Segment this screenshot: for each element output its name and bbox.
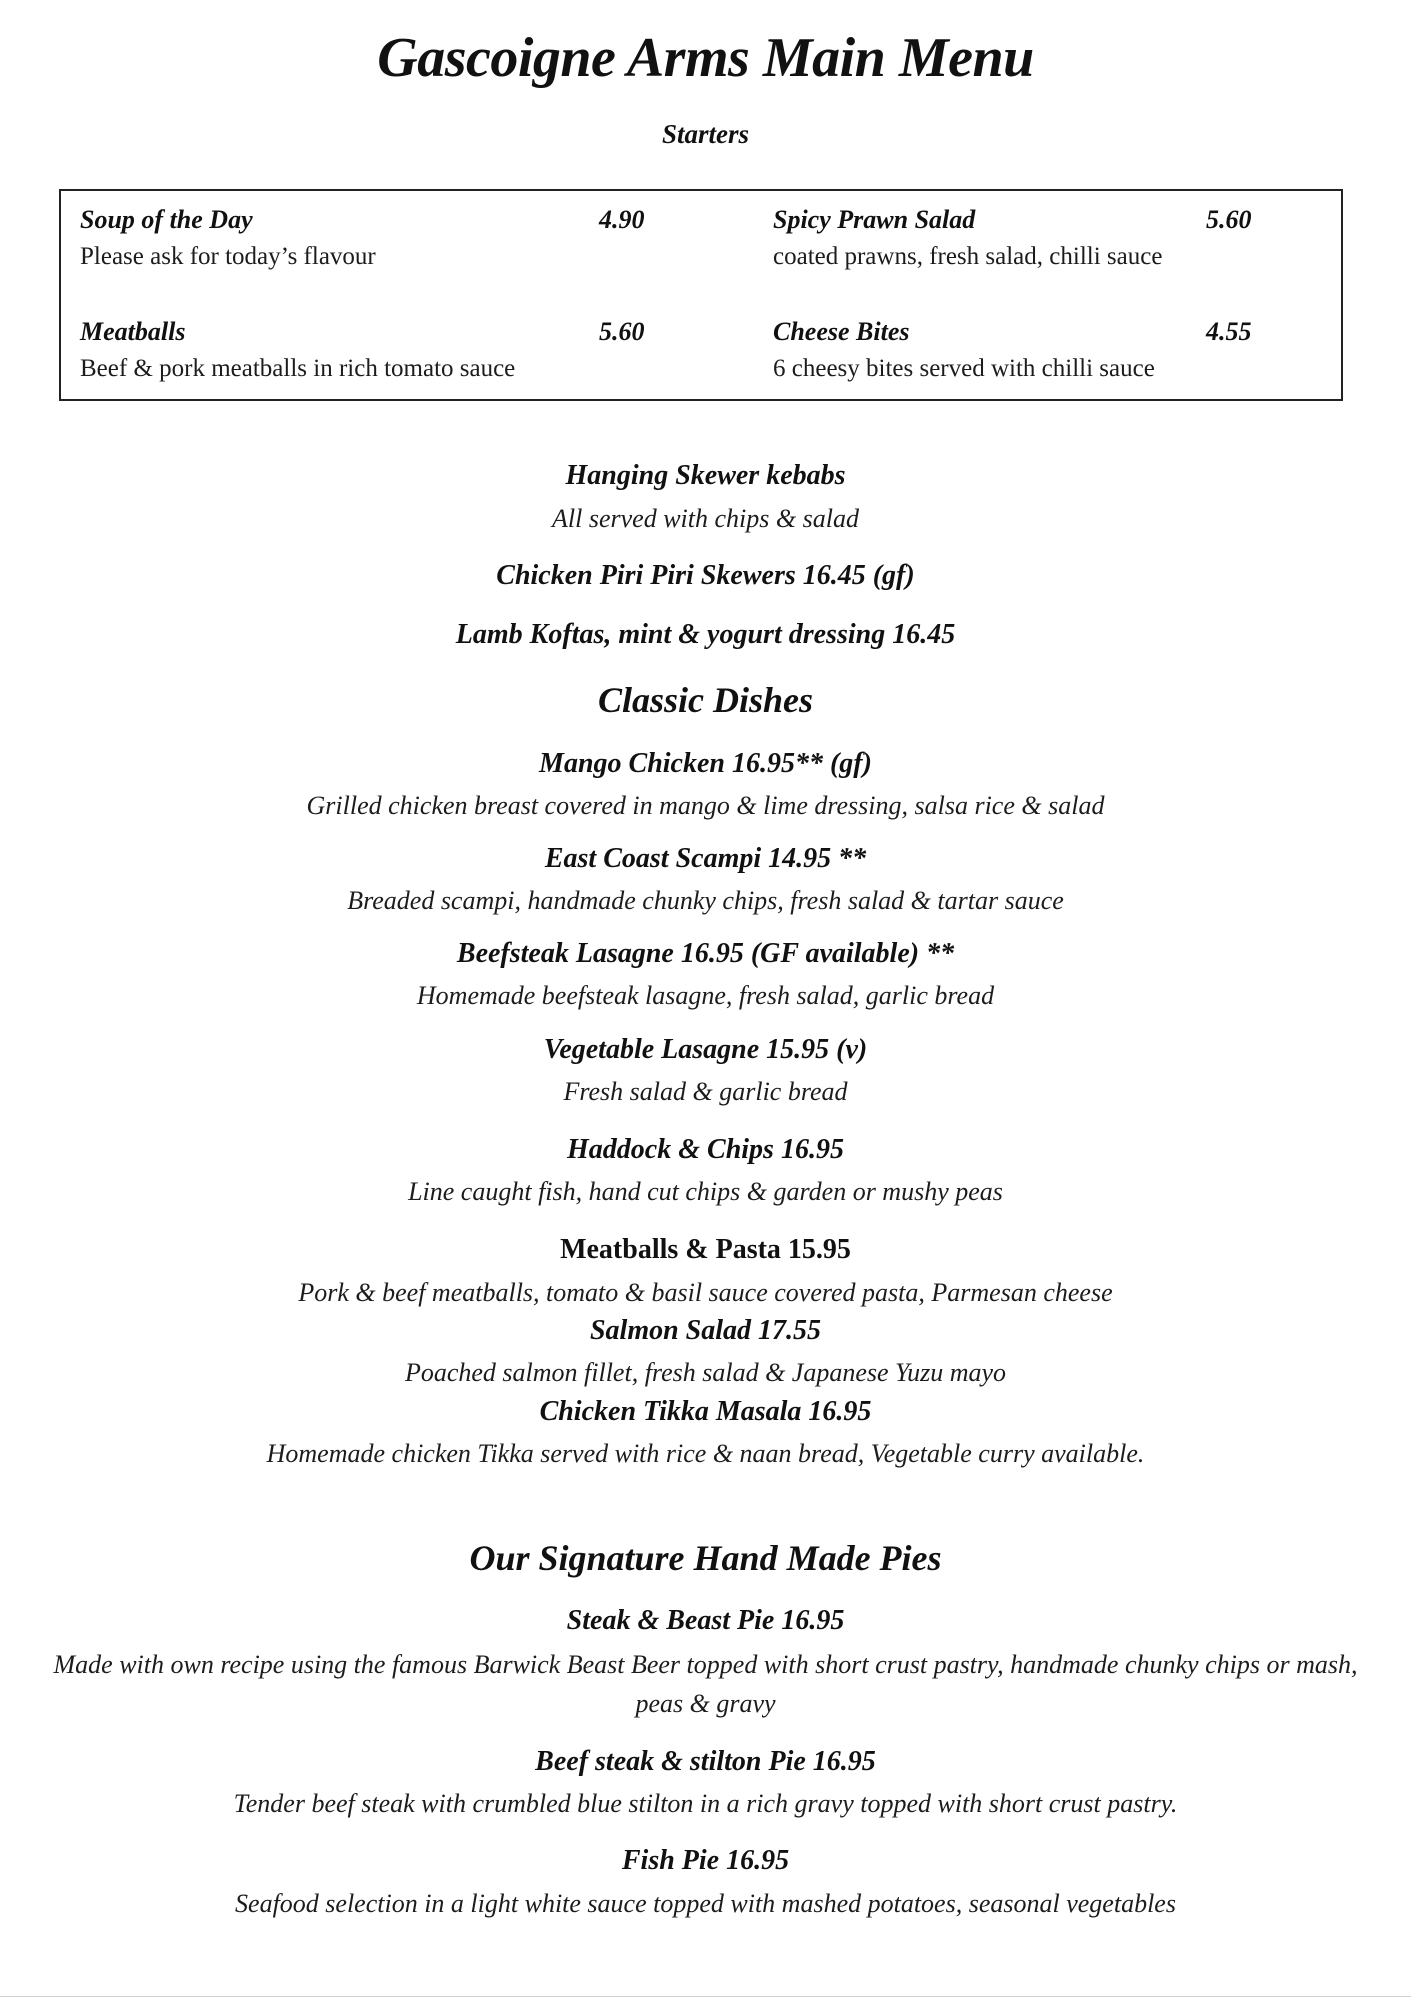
dish-name: Chicken Tikka Masala 16.95	[539, 1396, 872, 1427]
starter-price: 4.90	[599, 205, 645, 234]
starter-price: 4.55	[1206, 317, 1252, 346]
dish-name: Haddock & Chips 16.95	[567, 1134, 844, 1165]
pie-name: Beef steak & stilton Pie 16.95	[535, 1746, 876, 1777]
pie-desc: Tender beef steak with crumbled blue stilton in a rich gravy topped with short crust pastry.	[233, 1789, 1178, 1818]
kebabs-subtitle: All served with chips & salad	[552, 504, 859, 533]
dish-name: East Coast Scampi 14.95 **	[544, 843, 867, 874]
dish-desc: Poached salmon fillet, fresh salad & Japanese Yuzu mayo	[404, 1358, 1007, 1387]
dish-desc: Homemade beefsteak lasagne, fresh salad, garlic bread	[416, 981, 995, 1010]
starter-desc: Beef & pork meatballs in rich tomato sauce	[80, 355, 516, 382]
dish-name: Vegetable Lasagne 15.95 (v)	[543, 1034, 868, 1065]
kebabs-heading: Hanging Skewer kebabs	[565, 460, 846, 491]
starter-price: 5.60	[1206, 205, 1252, 234]
dish-desc: Pork & beef meatballs, tomato & basil sauce covered pasta, Parmesan cheese	[298, 1278, 1113, 1307]
starters-heading: Starters	[661, 119, 750, 149]
starter-name: Cheese Bites	[773, 317, 910, 346]
dish-name: Beefsteak Lasagne 16.95 (GF available) **	[456, 938, 955, 969]
kebab-item: Chicken Piri Piri Skewers 16.45 (gf)	[496, 560, 915, 591]
starter-name: Soup of the Day	[80, 205, 253, 234]
kebab-item: Lamb Koftas, mint & yogurt dressing 16.45	[455, 619, 956, 650]
dish-desc: Grilled chicken breast covered in mango & lime dressing, salsa rice & salad	[306, 791, 1105, 820]
dish-desc: Fresh salad & garlic bread	[563, 1077, 848, 1106]
dish-desc: Breaded scampi, handmade chunky chips, fresh salad & tartar sauce	[347, 886, 1064, 915]
starters-box	[59, 189, 1343, 401]
pie-name: Steak & Beast Pie 16.95	[566, 1605, 845, 1636]
dish-name: Mango Chicken 16.95** (gf)	[539, 748, 872, 779]
starter-name: Spicy Prawn Salad	[773, 205, 976, 234]
menu-title: Gascoigne Arms Main Menu	[377, 27, 1034, 89]
classic-heading: Classic Dishes	[597, 680, 814, 720]
starter-desc: Please ask for today’s flavour	[80, 243, 376, 270]
pie-desc: Made with own recipe using the famous Barwick Beast Beer topped with short crust pastry, handmade chunky chips or mash, peas & gravy	[53, 1650, 1358, 1718]
pie-name: Fish Pie 16.95	[621, 1845, 790, 1876]
starter-price: 5.60	[599, 317, 645, 346]
dish-desc: Homemade chicken Tikka served with rice & naan bread, Vegetable curry available.	[266, 1439, 1145, 1468]
pies-heading: Our Signature Hand Made Pies	[469, 1538, 942, 1578]
starter-name: Meatballs	[80, 317, 186, 346]
dish-name: Meatballs & Pasta 15.95	[560, 1234, 851, 1265]
starter-desc: coated prawns, fresh salad, chilli sauce	[773, 243, 1163, 270]
starter-desc: 6 cheesy bites served with chilli sauce	[773, 355, 1155, 382]
dish-desc: Line caught fish, hand cut chips & garden or mushy peas	[408, 1177, 1003, 1206]
dish-name: Salmon Salad 17.55	[589, 1315, 822, 1346]
pie-desc: Seafood selection in a light white sauce topped with mashed potatoes, seasonal vegetables	[235, 1889, 1176, 1918]
page-divider	[0, 1996, 1411, 1997]
